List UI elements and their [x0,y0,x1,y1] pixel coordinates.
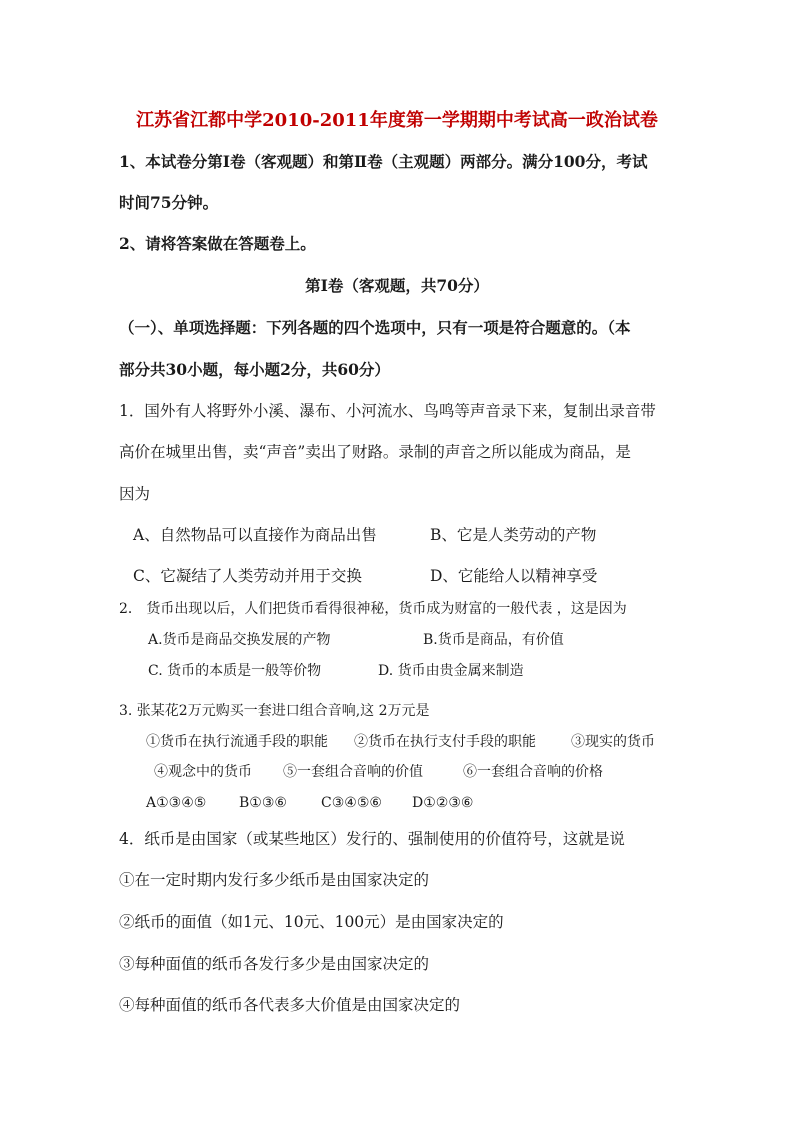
q3-answer-c: C③④⑤⑥ [321,795,382,811]
q3-item-6: ⑥一套组合音响的价格 [463,764,603,780]
q1-stem-line-2: 高价在城里出售，卖“声音”卖出了财路。录制的声音之所以能成为商品，是 [119,443,631,461]
q3-item-5: ⑤一套组合音响的价值 [283,764,423,780]
q3-answer-b: B①③⑥ [239,795,287,811]
q1-stem-line-3: 因为 [119,485,151,503]
q1-option-c: C、它凝结了人类劳动并用于交换 [133,567,362,585]
q3-stem: 3. 张某花2万元购买一套进口组合音响,这 2万元是 [119,703,430,719]
q1-option-a: A、自然物品可以直接作为商品出售 [133,526,377,544]
exam-title: 江苏省江都中学2010-2011年度第一学期期中考试高一政治试卷 [136,110,658,131]
instruction-line-3: 2、请将答案做在答题卷上。 [119,234,316,253]
q3-answer-a: A①③④⑤ [146,795,207,811]
q1-option-d: D、它能给人以精神享受 [430,567,598,585]
part-one-line-1: （一）、单项选择题：下列各题的四个选项中，只有一项是符合题意的。（本 [119,318,631,337]
q2-stem: 2． 货币出现以后，人们把货币看得很神秘，货币成为财富的一般代表 ，这是因为 [119,601,627,617]
q1-option-b: B、它是人类劳动的产物 [430,526,597,544]
q3-answer-d: D①②③⑥ [412,795,474,811]
q2-option-b: B.货币是商品，有价值 [423,632,564,648]
part-one-line-2: 部分共30小题，每小题2分，共60分） [119,360,390,379]
instruction-line-1: 1、本试卷分第Ⅰ卷（客观题）和第Ⅱ卷（主观题）两部分。满分100分，考试 [119,152,648,171]
q1-stem-line-1: 1．国外有人将野外小溪、瀑布、小河流水、鸟鸣等声音录下来，复制出录音带 [119,402,656,420]
q2-option-a: A.货币是商品交换发展的产物 [148,632,331,648]
q3-item-4: ④观念中的货币 [154,764,252,780]
q3-item-1: ①货币在执行流通手段的职能 [146,734,328,750]
q2-option-c: C. 货币的本质是一般等价物 [148,663,322,679]
q4-item-2: ②纸币的面值（如1元、10元、100元）是由国家决定的 [119,913,504,931]
q3-item-2: ②货币在执行支付手段的职能 [354,734,536,750]
q3-item-3: ③现实的货币 [571,734,655,750]
q4-item-1: ①在一定时期内发行多少纸币是由国家决定的 [119,871,430,889]
instruction-line-2: 时间75分钟。 [119,193,219,212]
q4-item-4: ④每种面值的纸币各代表多大价值是由国家决定的 [119,996,461,1014]
q2-option-d: D. 货币由贵金属来制造 [378,663,524,679]
q4-item-3: ③每种面值的纸币各发行多少是由国家决定的 [119,955,430,973]
q4-stem: 4．纸币是由国家（或某些地区）发行的、强制使用的价值符号，这就是说 [119,830,625,848]
section-header: 第Ⅰ卷（客观题，共70分） [305,276,489,295]
